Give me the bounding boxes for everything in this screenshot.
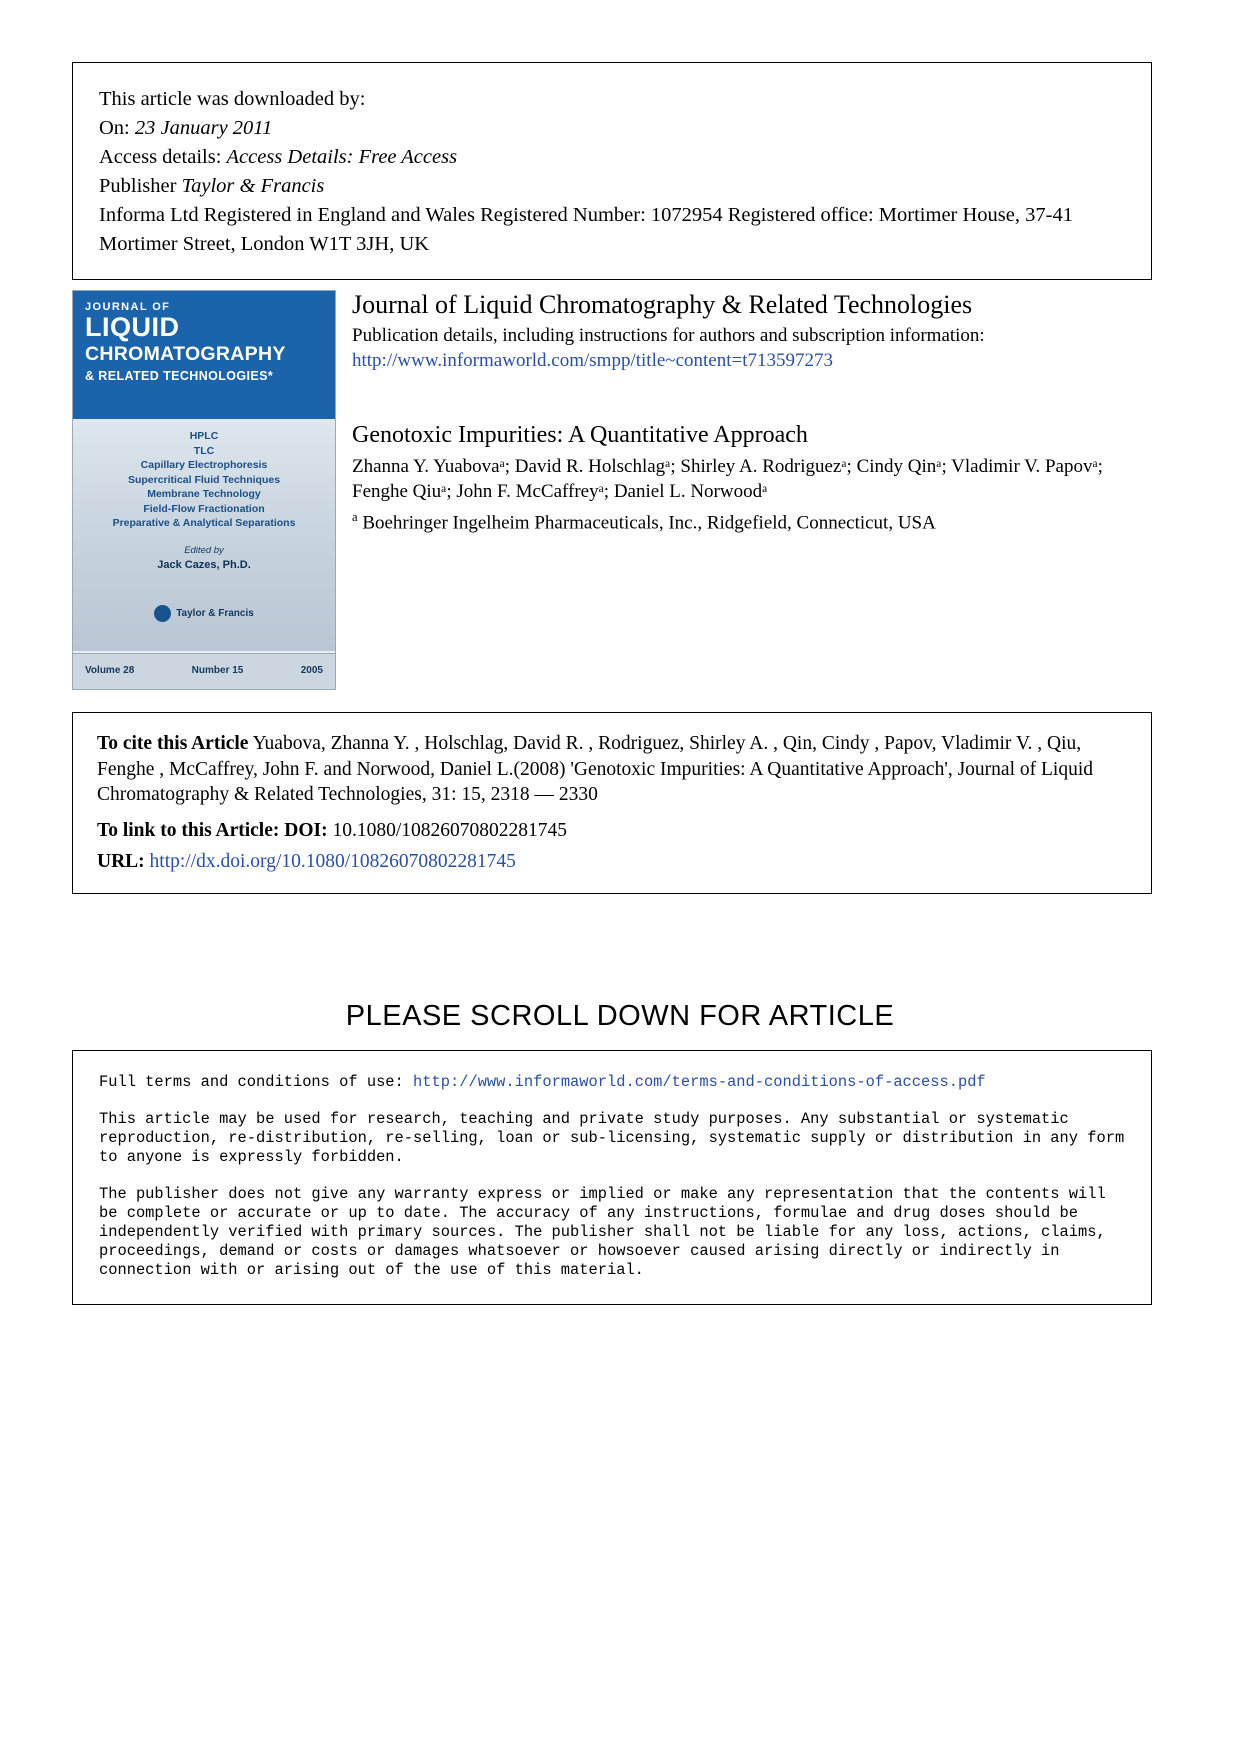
doi-url-link[interactable]: http://dx.doi.org/10.1080/10826070802281745 bbox=[149, 851, 516, 872]
downloaded-by-label: This article was downloaded by: bbox=[99, 88, 366, 110]
scroll-down-notice: PLEASE SCROLL DOWN FOR ARTICLE bbox=[345, 1000, 895, 1032]
publisher-line bbox=[99, 172, 1125, 201]
to-cite-text: Yuabova, Zhanna Y. , Holschlag, David R. , Rodriguez, Shirley A. , Qin, Cindy , Papov, Vladimir V. , Qiu, Fenghe , McCaffrey, John F. and Norwood, Daniel L.(2008) 'Genotoxic Impurities: A Quantitative Approach', Journal of Liquid Chromatography & Related Technologies, 31: 15, 2318 — 2330 bbox=[97, 733, 1093, 805]
article-title: Genotoxic Impurities: A Quantitative Approach bbox=[352, 422, 808, 448]
cover-topic-item: Capillary Electrophoresis bbox=[140, 459, 268, 471]
journal-cover-image bbox=[72, 290, 336, 690]
terms-paragraph-1: This article may be used for research, teaching and private study purposes. Any substantial or systematic reproduction, re-distribution, re-selling, loan or sub-licensing, systematic supply or distribution in any form to anyone is expressly forbidden. bbox=[99, 1110, 1125, 1166]
article-affiliation bbox=[352, 505, 1152, 535]
cover-line-related-technologies: & RELATED TECHNOLOGIES* bbox=[85, 369, 274, 383]
citation-paragraph bbox=[97, 731, 1127, 808]
article-authors-line-2: Fenghe Qiuᵃ; John F. McCaffreyᵃ; Daniel L. Norwoodᵃ bbox=[352, 481, 768, 502]
cover-publisher-logo bbox=[73, 605, 335, 622]
terms-paragraph-2: The publisher does not give any warranty express or implied or make any representation that the contents will be complete or accurate or up to date. The accuracy of any instructions, formulae and drug doses should be independently verified with primary sources. The publisher shall not be liable for any loss, actions, claims, proceedings, demand or costs or damages whatsoever or howsoever caused arising directly or indirectly in connection with or arising out of the use of this material. bbox=[99, 1185, 1106, 1279]
journal-title: Journal of Liquid Chromatography & Related Technologies bbox=[352, 290, 973, 319]
registration-line: Informa Ltd Registered in England and Wales Registered Number: 1072954 Registered office: Mortimer House, 37-41 Mortimer Street, London W1T 3JH, UK bbox=[99, 204, 1073, 255]
cover-topic-item: TLC bbox=[193, 444, 215, 457]
cover-year: 2005 bbox=[300, 665, 323, 676]
publication-details-link[interactable]: http://www.informaworld.com/smpp/title~content=t713597273 bbox=[352, 350, 833, 371]
publisher-value: Taylor & Francis bbox=[181, 175, 325, 197]
affiliation-text: Boehringer Ingelheim Pharmaceuticals, Inc., Ridgefield, Connecticut, USA bbox=[362, 512, 936, 534]
url-label: URL: bbox=[97, 851, 145, 872]
cover-edited-by-label: Edited by bbox=[184, 544, 224, 556]
cover-topic-item: HPLC bbox=[189, 430, 219, 442]
doi-label: To link to this Article: DOI: bbox=[97, 819, 328, 841]
doi-line bbox=[97, 818, 1127, 844]
cover-topic-item: Supercritical Fluid Techniques bbox=[127, 473, 281, 486]
to-cite-label: To cite this Article bbox=[97, 733, 249, 754]
download-info-box bbox=[72, 62, 1152, 280]
article-authors-line-1: Zhanna Y. Yuabovaᵃ; David R. Holschlagᵃ; Shirley A. Rodriguezᵃ; Cindy Qinᵃ; Vladimir V. Papovᵃ; bbox=[352, 456, 1103, 477]
cover-volume: Volume 28 bbox=[85, 665, 135, 676]
cover-line-chromatography: CHROMATOGRAPHY bbox=[85, 343, 286, 365]
cover-topic-item: Field-Flow Fractionation bbox=[143, 502, 265, 515]
citation-box bbox=[72, 712, 1152, 894]
full-terms-label: Full terms and conditions of use: bbox=[99, 1073, 404, 1091]
doi-value: 10.1080/10826070802281745 bbox=[332, 819, 568, 841]
access-details-value: Access Details: Free Access bbox=[226, 146, 458, 168]
terms-and-conditions-box bbox=[72, 1050, 1152, 1305]
access-details-line bbox=[99, 143, 1125, 172]
access-details-label: Access details: bbox=[99, 146, 222, 168]
publisher-label: Publisher bbox=[99, 175, 177, 197]
cover-journal-of: JOURNAL OF bbox=[85, 301, 171, 313]
taylor-francis-logo-icon bbox=[154, 605, 171, 622]
cover-masthead bbox=[73, 291, 335, 419]
cover-publisher-name: Taylor & Francis bbox=[176, 607, 254, 619]
cover-number: Number 15 bbox=[191, 665, 244, 676]
cover-issue-bar bbox=[73, 653, 335, 689]
on-value: 23 January 2011 bbox=[134, 117, 273, 139]
cover-editor-name: Jack Cazes, Ph.D. bbox=[157, 558, 251, 571]
full-terms-line bbox=[99, 1073, 1125, 1092]
cover-topic-item: Membrane Technology bbox=[147, 488, 261, 500]
url-line bbox=[97, 849, 1127, 875]
full-terms-link[interactable]: http://www.informaworld.com/terms-and-conditions-of-access.pdf bbox=[413, 1073, 986, 1091]
cover-topic-list bbox=[73, 419, 335, 651]
journal-text-block bbox=[352, 290, 1152, 535]
on-label: On: bbox=[99, 117, 130, 139]
cover-topic-item: Preparative & Analytical Separations bbox=[112, 517, 296, 529]
downloaded-by-line bbox=[99, 85, 1125, 114]
affiliation-marker: a bbox=[352, 510, 358, 524]
download-date-line bbox=[99, 114, 1125, 143]
publication-details-text: Publication details, including instructions for authors and subscription information: bbox=[352, 325, 985, 346]
cover-line-liquid: LIQUID bbox=[85, 312, 180, 342]
